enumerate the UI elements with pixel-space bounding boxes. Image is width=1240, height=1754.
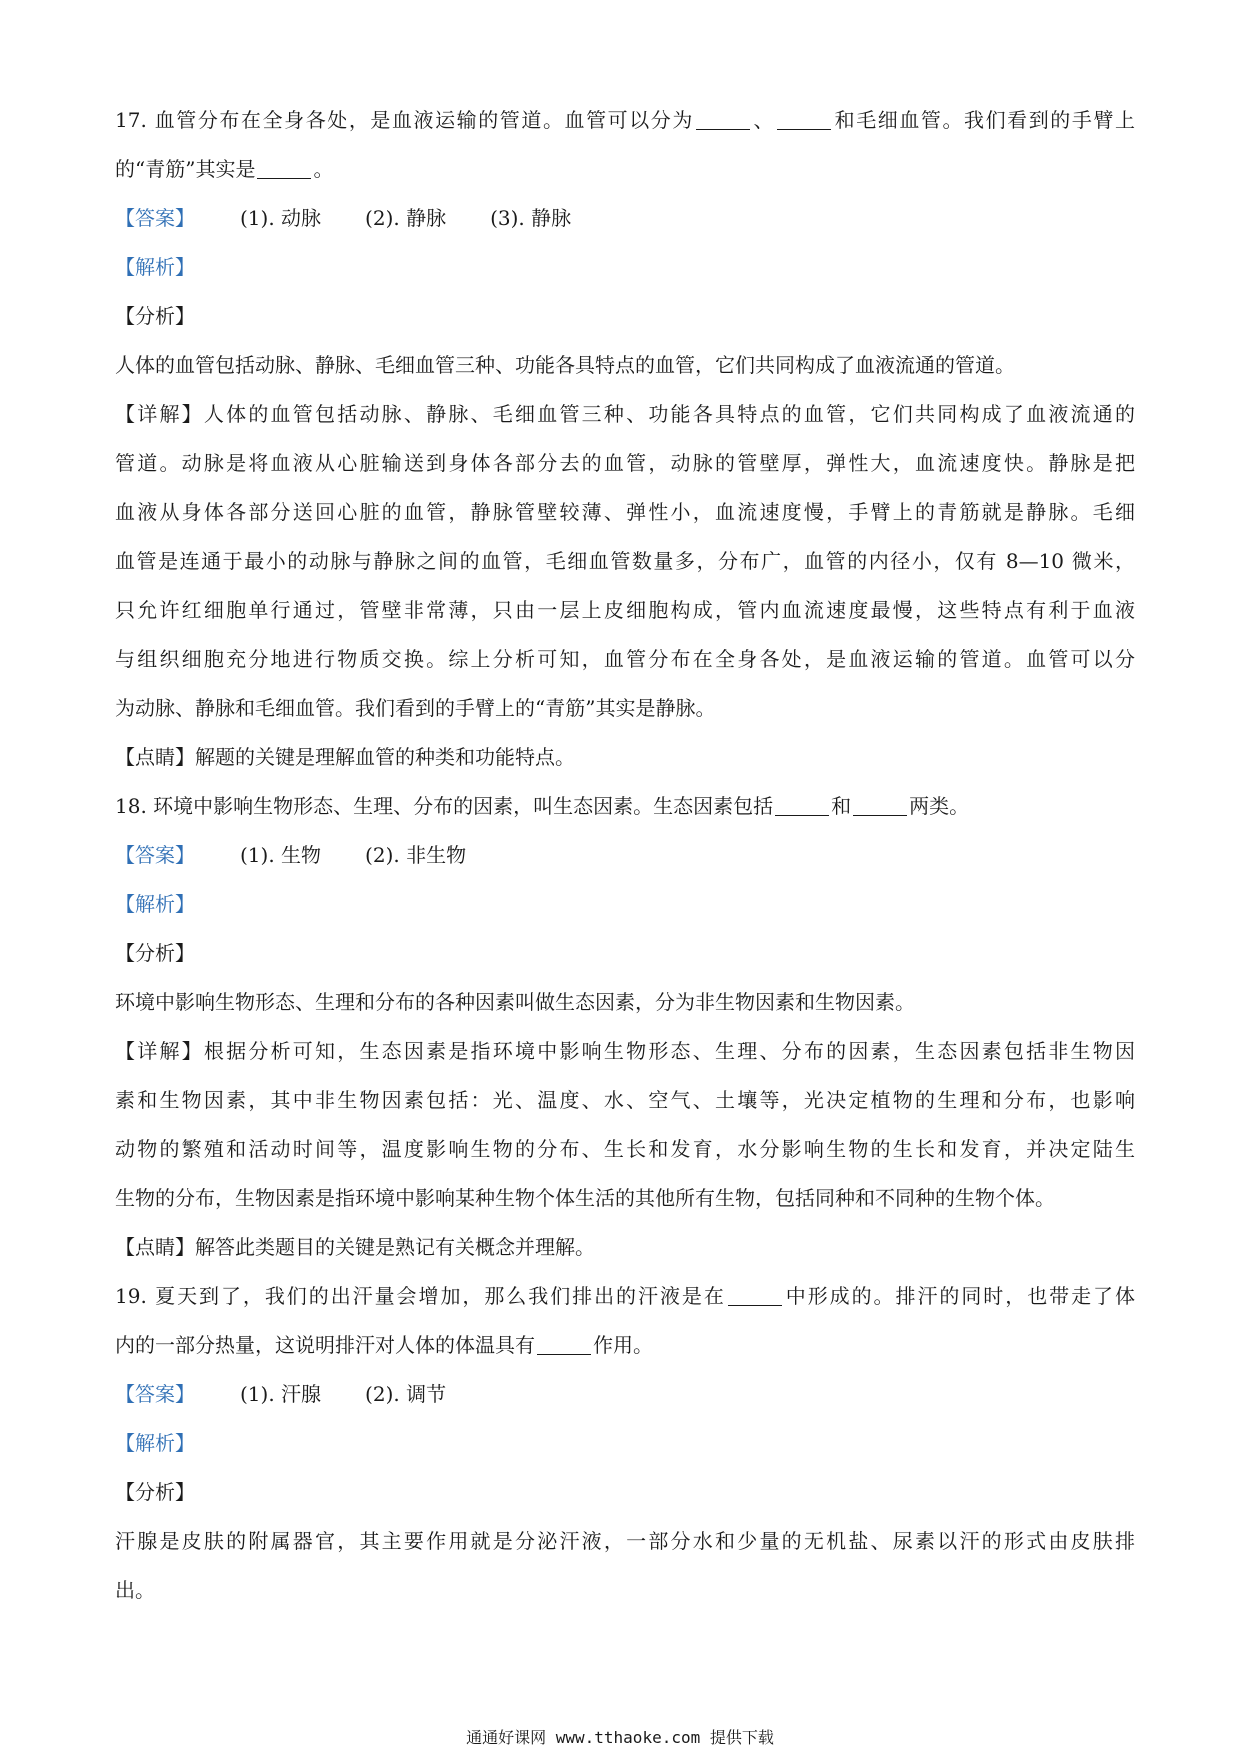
dianjing-line: [115, 733, 1135, 782]
document-page: [115, 96, 1135, 1615]
q18-stem-a: 18. 环境中影响生物形态、生理、分布的因素，叫生态因素。生态因素包括: [115, 794, 774, 818]
xiangjie-text: 血管是连通于最小的动脉与静脉之间的血管，毛细血管数量多，分布广，血管的内径小，仅有 8—10 微米，: [115, 549, 1135, 573]
fenxi-label: 【分析】: [115, 1480, 195, 1504]
fenxi-label: 【分析】: [115, 941, 195, 965]
blank: [853, 795, 907, 816]
q19-answer-line: [115, 1370, 1135, 1419]
xiangjie-text: 动物的繁殖和活动时间等，温度影响生物的分布、生长和发育，水分影响生物的生长和发育，并决定陆生: [115, 1137, 1135, 1161]
jiexi-label: 【解析】: [115, 1431, 195, 1455]
blank: [775, 795, 829, 816]
dianjing-text: 解答此类题目的关键是熟记有关概念并理解。: [195, 1235, 595, 1259]
q19-stem-b: 中形成的。排汗的同时，也带走了体: [783, 1284, 1136, 1308]
fenxi-text: 环境中影响生物形态、生理和分布的各种因素叫做生态因素，分为非生物因素和生物因素。: [115, 990, 915, 1014]
xiangjie-text: 血液从身体各部分送回心脏的血管，静脉管壁较薄、弹性小，血流速度慢，手臂上的青筋就是静脉。毛细: [115, 500, 1135, 524]
blank: [537, 1334, 591, 1355]
fenxi-label: 【分析】: [115, 304, 195, 328]
fenxi-text: 汗腺是皮肤的附属器官，其主要作用就是分泌汗液，一部分水和少量的无机盐、尿素以汗的形式由皮肤排: [115, 1529, 1135, 1553]
answer-item: (2). 非生物: [365, 843, 467, 867]
blank: [257, 158, 311, 179]
q17-stem-line1: [115, 96, 1135, 145]
answer-item: (2). 调节: [365, 1382, 447, 1406]
xiangjie-text: 为动脉、静脉和毛细血管。我们看到的手臂上的“青筋”其实是静脉。: [115, 696, 716, 720]
answer-label: 【答案】: [115, 1382, 195, 1406]
q18-stem-c: 两类。: [909, 794, 970, 818]
answer-label: 【答案】: [115, 843, 195, 867]
q18-stem-b: 和: [831, 794, 852, 818]
q17-stem-line2: [115, 145, 1135, 194]
dianjing-label: 【点睛】: [115, 1235, 195, 1259]
answer-item: (1). 动脉: [240, 206, 322, 230]
q19-stem-line2: [115, 1321, 1135, 1370]
q17-answer-line: [115, 194, 1135, 243]
blank: [728, 1285, 782, 1306]
q17-sep: 、: [751, 108, 776, 132]
xiangjie-line: [115, 390, 1135, 439]
answer-item: (1). 生物: [240, 843, 322, 867]
q19-stem-a: 19. 夏天到了，我们的出汗量会增加，那么我们排出的汗液是在: [115, 1284, 726, 1308]
fenxi-text: 出。: [115, 1578, 155, 1602]
answer-label: 【答案】: [115, 206, 195, 230]
q17-stem-a: 17. 血管分布在全身各处，是血液运输的管道。血管可以分为: [115, 108, 694, 132]
xiangjie-text: 生物的分布，生物因素是指环境中影响某种生物个体生活的其他所有生物，包括同种和不同种的生物个体。: [115, 1186, 1055, 1210]
xiangjie-text: 素和生物因素，其中非生物因素包括：光、温度、水、空气、土壤等，光决定植物的生理和分布，也影响: [115, 1088, 1135, 1112]
fenxi-text: 人体的血管包括动脉、静脉、毛细血管三种、功能各具特点的血管，它们共同构成了血液流通的管道。: [115, 353, 1015, 377]
dianjing-line: [115, 1223, 1135, 1272]
blank: [777, 109, 831, 130]
xiangjie-text: 管道。动脉是将血液从心脏输送到身体各部分去的血管，动脉的管壁厚，弹性大，血流速度快。静脉是把: [115, 451, 1135, 475]
answer-item: (2). 静脉: [365, 206, 447, 230]
q17-stem-b: 和毛细血管。我们看到的手臂上: [833, 108, 1136, 132]
xiangjie-text: 根据分析可知，生态因素是指环境中影响生物形态、生理、分布的因素，生态因素包括非生物因: [203, 1039, 1136, 1063]
xiangjie-label: 【详解】: [115, 1039, 204, 1063]
xiangjie-text: 与组织细胞充分地进行物质交换。综上分析可知，血管分布在全身各处，是血液运输的管道。血管可以分: [115, 647, 1135, 671]
q17-stem-d: 。: [313, 157, 334, 181]
answer-item: (3). 静脉: [490, 206, 572, 230]
dianjing-label: 【点睛】: [115, 745, 195, 769]
xiangjie-line: [115, 1027, 1135, 1076]
answer-item: (1). 汗腺: [240, 1382, 322, 1406]
page-footer: 通通好课网 www.tthaoke.com 提供下载: [466, 1728, 774, 1747]
xiangjie-label: 【详解】: [115, 402, 204, 426]
q19-stem-line1: [115, 1272, 1135, 1321]
jiexi-label: 【解析】: [115, 892, 195, 916]
q19-stem-d: 作用。: [593, 1333, 653, 1357]
xiangjie-text: 人体的血管包括动脉、静脉、毛细血管三种、功能各具特点的血管，它们共同构成了血液流通的: [203, 402, 1136, 426]
blank: [696, 109, 750, 130]
q17-stem-c: 的“青筋”其实是: [115, 157, 256, 181]
dianjing-text: 解题的关键是理解血管的种类和功能特点。: [195, 745, 575, 769]
q18-answer-line: [115, 831, 1135, 880]
q19-stem-c: 内的一部分热量，这说明排汗对人体的体温具有: [115, 1333, 535, 1357]
xiangjie-text: 只允许红细胞单行通过，管壁非常薄，只由一层上皮细胞构成，管内血流速度最慢，这些特点有利于血液: [115, 598, 1135, 622]
q18-stem-line: [115, 782, 1135, 831]
jiexi-label: 【解析】: [115, 255, 195, 279]
